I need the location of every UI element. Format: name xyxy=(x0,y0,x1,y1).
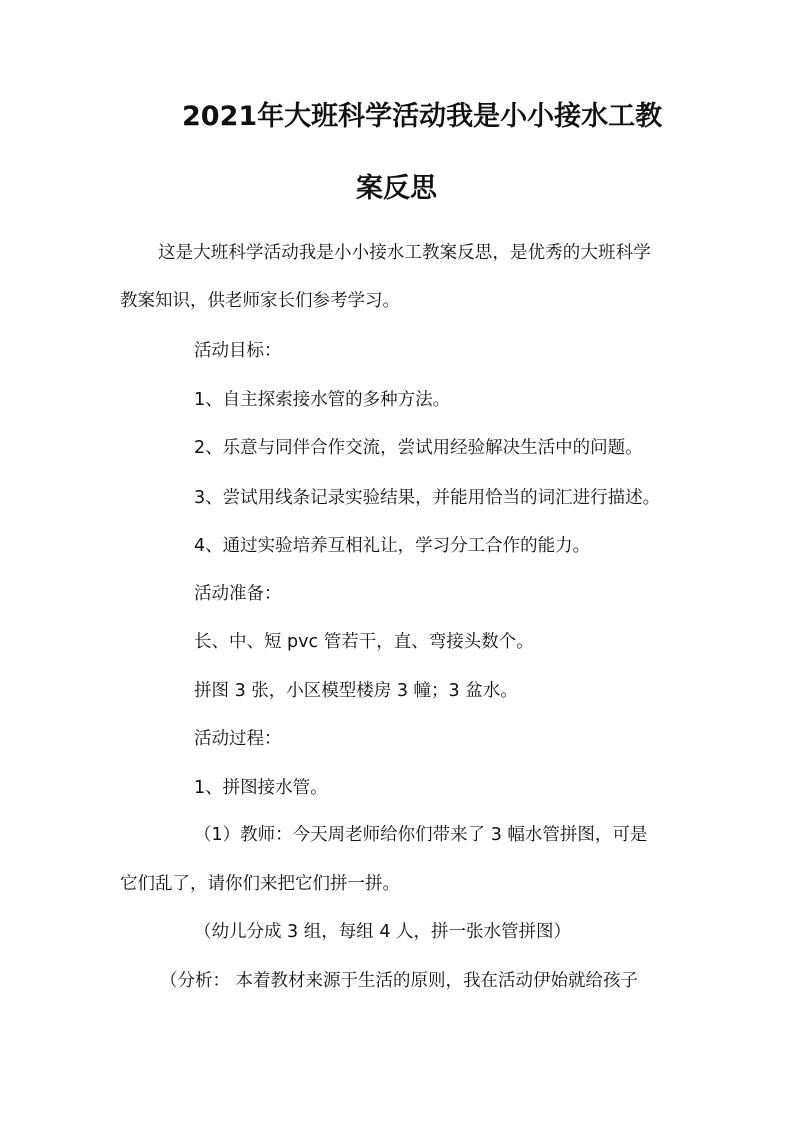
preparation-item-2: 拼图 3 张，小区模型楼房 3 幢；3 盆水。 xyxy=(194,681,518,701)
process-substep-1-line1: （1）教师：今天周老师给你们带来了 3 幅水管拼图，可是 xyxy=(194,825,648,845)
preparation-heading: 活动准备： xyxy=(194,584,282,604)
objective-item-2: 2、乐意与同伴合作交流，尝试用经验解决生活中的问题。 xyxy=(194,438,643,458)
objective-item-1: 1、自主探索接水管的多种方法。 xyxy=(194,390,451,410)
document-title-line1: 2021年大班科学活动我是小小接水工教 xyxy=(182,101,663,132)
objective-item-3: 3、尝试用线条记录实验结果，并能用恰当的词汇进行描述。 xyxy=(194,488,661,508)
objectives-heading: 活动目标： xyxy=(194,341,282,361)
intro-paragraph-line1: 这是大班科学活动我是小小接水工教案反思，是优秀的大班科学 xyxy=(158,243,651,263)
analysis-paragraph-line1: （分析： 本着教材来源于生活的原则，我在活动伊始就给孩子 xyxy=(160,971,639,991)
preparation-item-1: 长、中、短 pvc 管若干，直、弯接头数个。 xyxy=(194,632,534,652)
objective-item-4: 4、通过实验培养互相礼让，学习分工合作的能力。 xyxy=(194,536,591,556)
process-note: （幼儿分成 3 组，每组 4 人，拼一张水管拼图） xyxy=(194,922,572,942)
document-title-line2: 案反思 xyxy=(356,173,437,204)
intro-paragraph-line2: 教案知识，供老师家长们参考学习。 xyxy=(120,291,400,311)
process-substep-1-line2: 它们乱了，请你们来把它们拼一拼。 xyxy=(120,874,400,894)
process-step-1: 1、拼图接水管。 xyxy=(194,778,328,798)
process-heading: 活动过程： xyxy=(194,729,282,749)
